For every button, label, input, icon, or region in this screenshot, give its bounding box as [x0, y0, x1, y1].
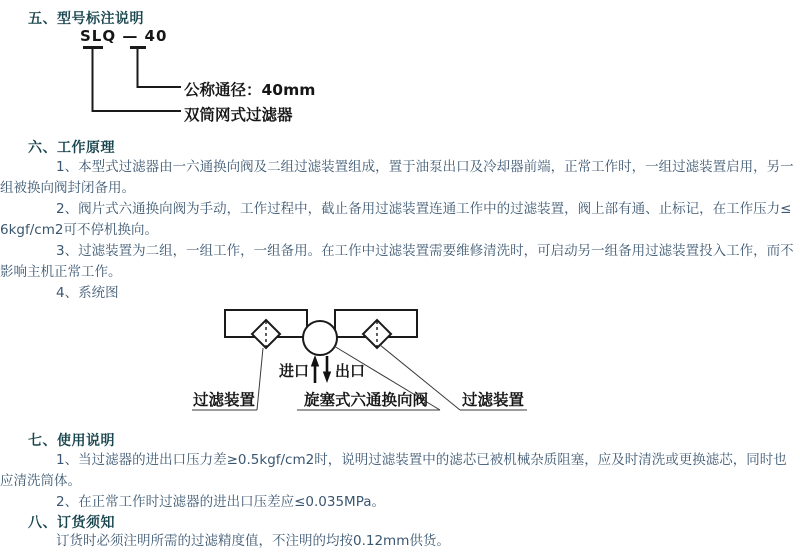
model-leader-diameter — [138, 49, 182, 87]
system-diagram — [180, 298, 540, 423]
valve-label: 旋塞式六通换向阀 — [303, 391, 429, 409]
inlet-label: 进口 — [278, 362, 310, 380]
model-code: SLQ — 40 — [80, 27, 168, 45]
outlet-label: 出口 — [334, 362, 366, 380]
ordering-paragraphs — [0, 531, 798, 552]
principle-paragraphs — [0, 157, 798, 304]
outlet-down-arrow-icon — [323, 356, 331, 383]
callout-filter-type: 双筒网式过滤器 — [184, 106, 293, 124]
section-usage-heading: 七、使用说明 — [28, 433, 115, 449]
callout-nominal-diameter: 公称通径：40mm — [184, 81, 316, 99]
usage-paragraph-2: 2、在正常工作时过滤器的进出口压差应≤0.035MPa。 — [56, 494, 386, 510]
section-model-heading: 五、型号标注说明 — [28, 11, 144, 27]
principle-paragraph-3: 3、过滤装置为二组，一组工作，一组备用。在工作中过滤装置需要维修清洗时，可启动另一组备用过滤装置投入工作，而不影响主机正常工作。 — [0, 243, 794, 280]
principle-paragraph-4: 4、系统图 — [56, 285, 119, 301]
principle-paragraph-2: 2、阀片式六通换向阀为手动，工作过程中，截止备用过滤装置连通工作中的过滤装置，阀上部有通、止标记，在工作压力≤6kgf/cm2可不停机换向。 — [0, 201, 792, 238]
filter-left-label: 过滤装置 — [192, 391, 256, 409]
filter-right-label: 过滤装置 — [461, 391, 525, 409]
usage-paragraphs — [0, 450, 798, 513]
section-ordering-heading: 八、订货须知 — [28, 515, 115, 531]
section-principle-heading: 六、工作原理 — [28, 140, 115, 156]
valve-circle — [303, 321, 337, 355]
model-diagram-lines — [75, 25, 185, 120]
ordering-paragraph: 订货时必须注明所需的过滤精度值，不注明的均按0.12mm供货。 — [56, 533, 450, 549]
inlet-up-arrow-icon — [311, 355, 319, 383]
usage-paragraph-1: 1、当过滤器的进出口压力差≥0.5kgf/cm2时，说明过滤装置中的滤芯已被机械杂质阻塞，应及时清洗或更换滤芯，同时也应清洗筒体。 — [0, 452, 787, 489]
leader-filter-left — [257, 348, 263, 410]
principle-paragraph-1: 1、本型式过滤器由一六通换向阀及二组过滤装置组成，置于油泵出口及冷却器前端，正常工作时，一组过滤装置启用，另一组被换向阀封闭备用。 — [0, 159, 794, 196]
